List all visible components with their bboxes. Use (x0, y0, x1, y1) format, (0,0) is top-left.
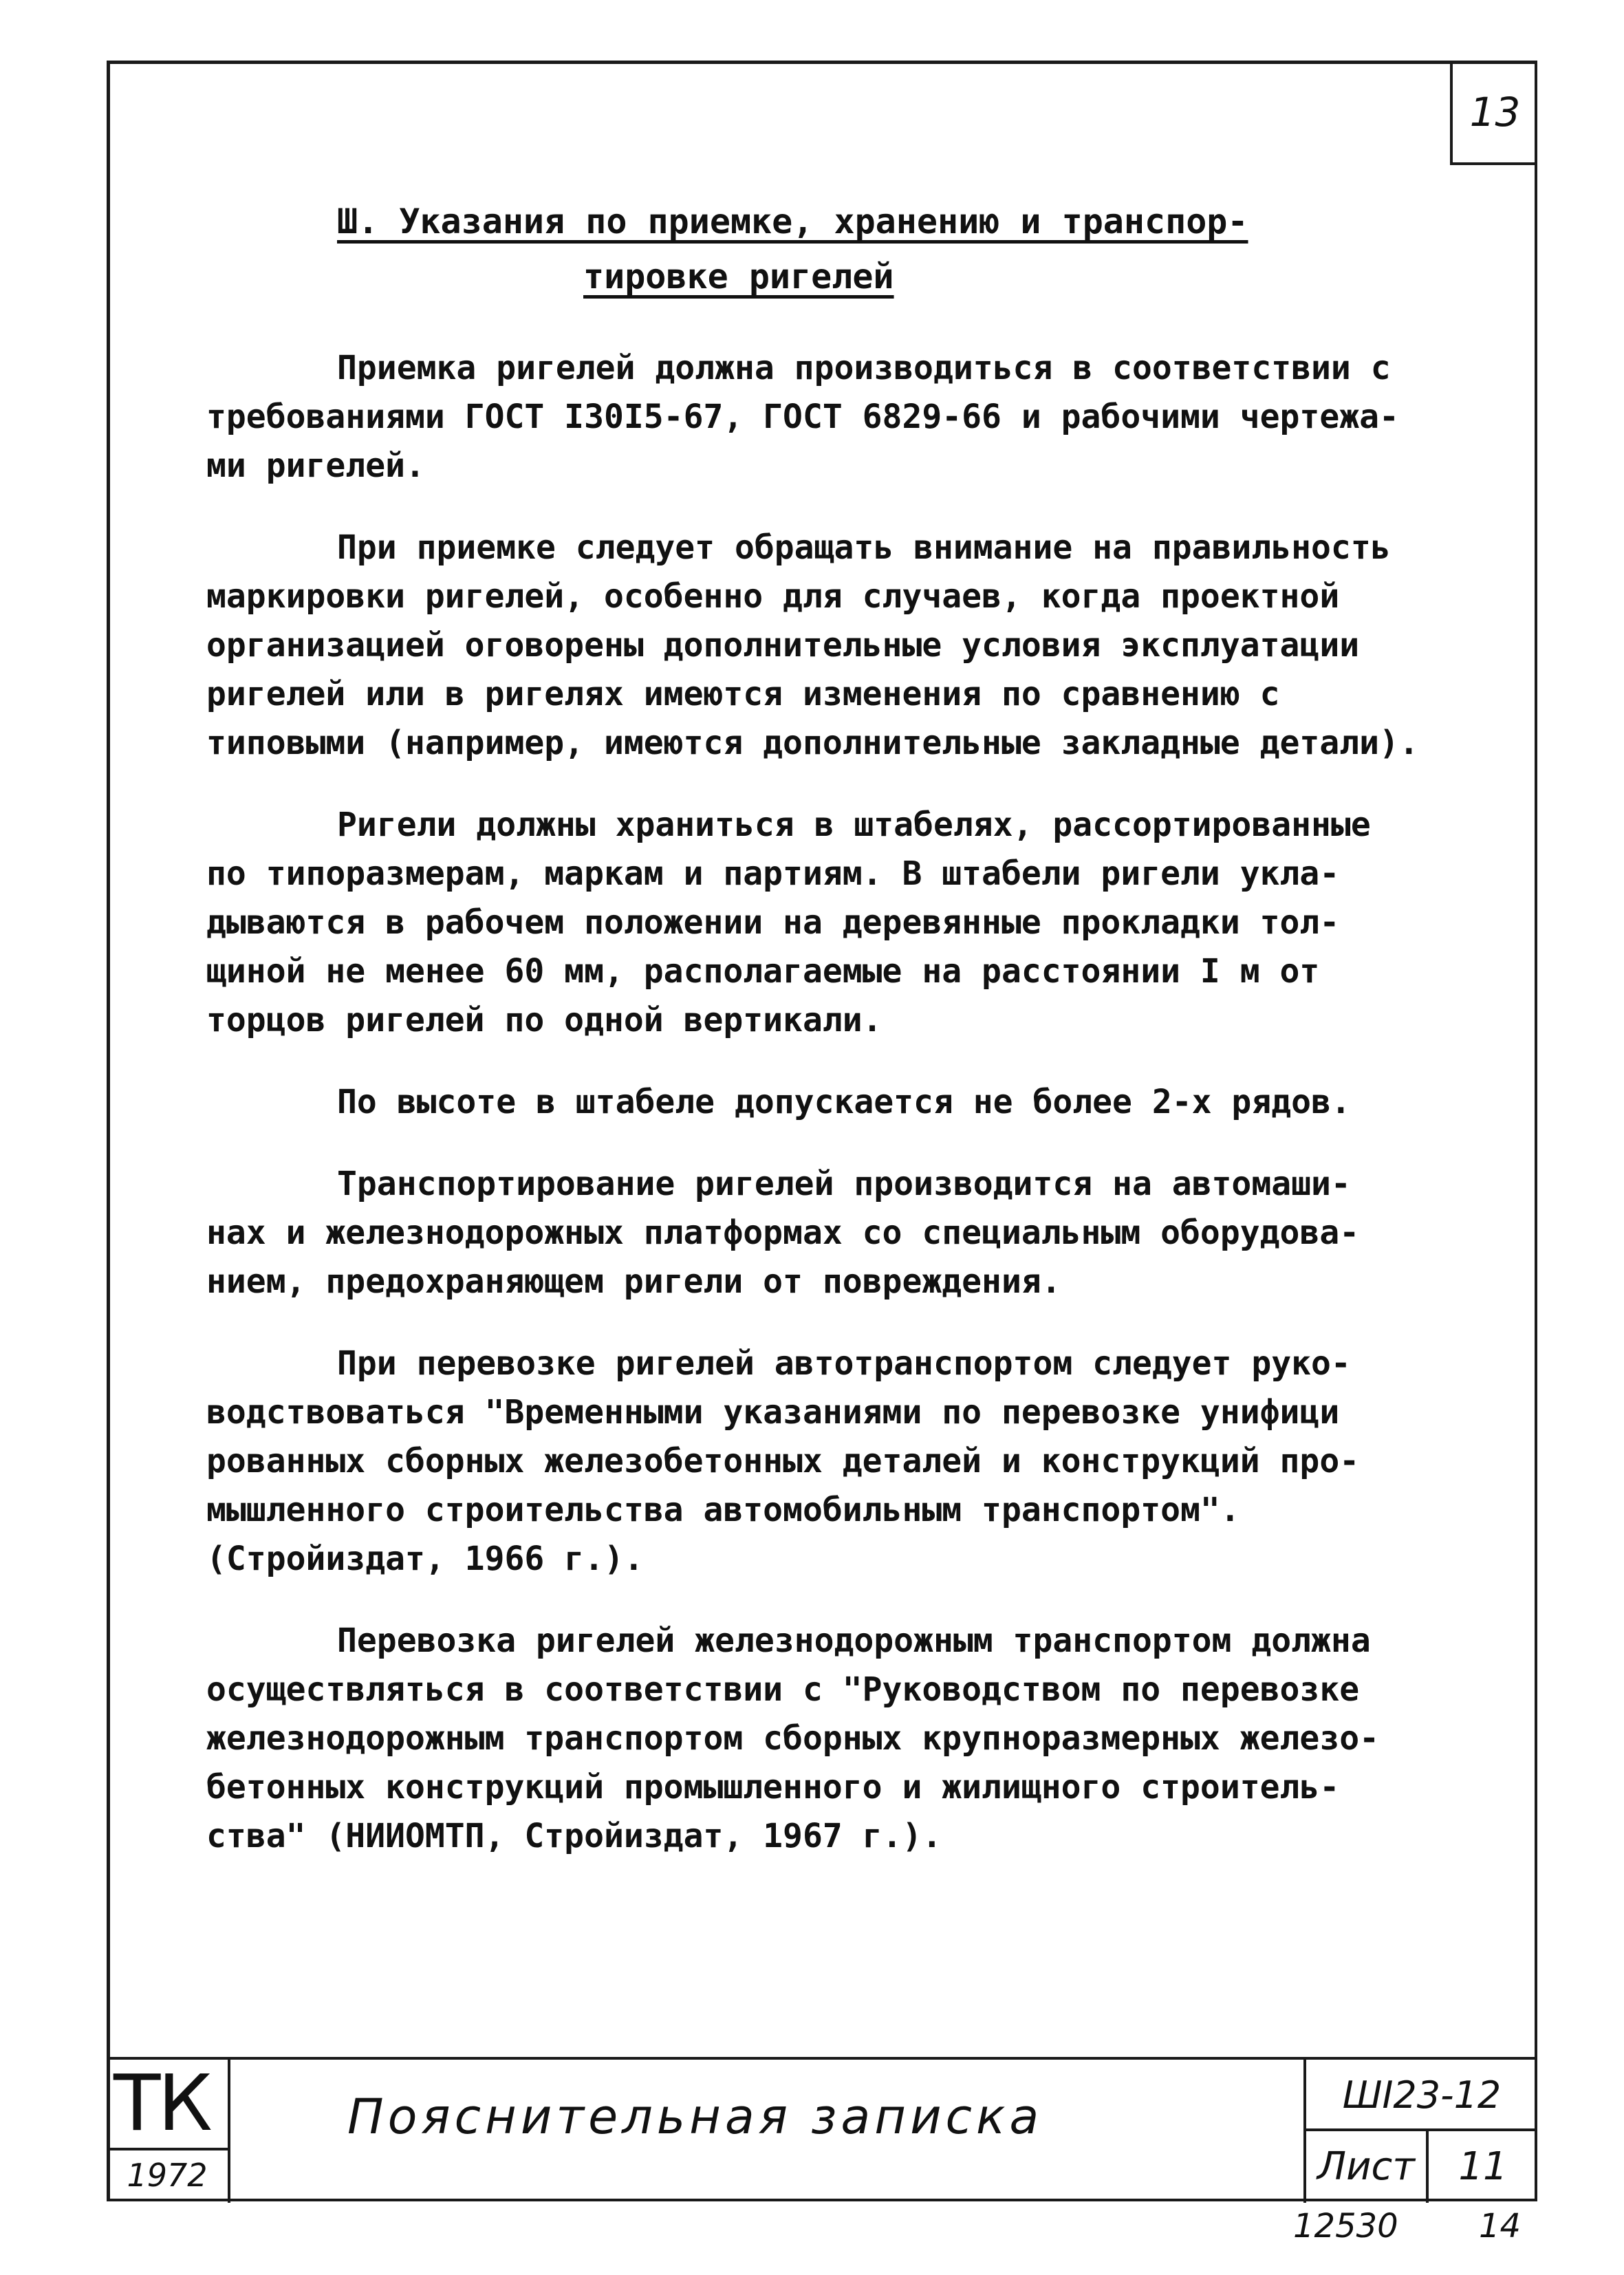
heading-line-2: тировке ригелей (583, 257, 894, 296)
body-text (206, 344, 1513, 1894)
heading-line-1: Ш. Указания по приемке, хранению и транспор- (337, 202, 1248, 241)
title-block (107, 2057, 1537, 2200)
paragraph-stack-height: По высоте в штабеле допускается не более 2-х рядов. (337, 1083, 1351, 1121)
document-code: ШI23-12 (1306, 2060, 1537, 2131)
paragraph-road-transport: При перевозке ригелей автотранспортом следует руко- водствоваться "Временными указаниями по перевозке унифици рованных сборных железобетонных деталей и конструкций про- мышленного строительства автомобильным транспортом". (Стройиздат, 1966 г.). (206, 1344, 1360, 1578)
archive-sheet: 14 (1479, 2207, 1522, 2245)
paragraph-rail-transport: Перевозка ригелей железнодорожным транспортом должна осуществляться в соответствии с "Руководством по перевозке железнодорожным транспортом сборных крупноразмерных железо- бетонных конструкций промышленного и жилищного строитель- ства" (НИИОМТП, Стройиздат, 1967 г.). (206, 1621, 1380, 1855)
tk-logo: ТК (113, 2059, 210, 2148)
section-heading (337, 194, 1300, 304)
paragraph-transport: Транспортирование ригелей производится на автомаши- нах и железнодорожных платформах со специальным оборудова- нием, предохраняющем ригели от повреждения. (206, 1165, 1360, 1301)
paragraph-marking: При приемке следует обращать внимание на правильность маркировки ригелей, особенно для случаев, когда проектной организацией оговорены дополнительные условия эксплуатации ригелей или в ригелях имеются изменения по сравнению с типовыми (например, имеются дополнительные закладные детали). (206, 528, 1419, 762)
document-title: Пояснительная записка (347, 2089, 1043, 2145)
page-number-box (1450, 62, 1537, 165)
code-box (1303, 2060, 1537, 2203)
sheet-label: Лист (1306, 2131, 1429, 2203)
paragraph-storage: Ригели должны храниться в штабелях, рассортированные по типоразмерам, маркам и партиям. В штабели ригели укла- дываются в рабочем положении на деревянные прокладки тол- щиной не менее 60 мм, располагаемые на расстоянии I м от торцов ригелей по одной вертикали. (206, 806, 1371, 1039)
bottom-rule (107, 2199, 1537, 2201)
year: 1972 (107, 2148, 228, 2200)
paragraph-acceptance: Приемка ригелей должна производиться в соответствии с требованиями ГОСТ I30I5-67, ГОСТ 6829-66 и рабочими чертежа- ми ригелей. (206, 349, 1399, 485)
archive-number: 12530 (1293, 2207, 1398, 2245)
sheet-number: 11 (1458, 2144, 1508, 2189)
tk-logo-box (107, 2060, 230, 2203)
page-number: 13 (1469, 89, 1521, 136)
